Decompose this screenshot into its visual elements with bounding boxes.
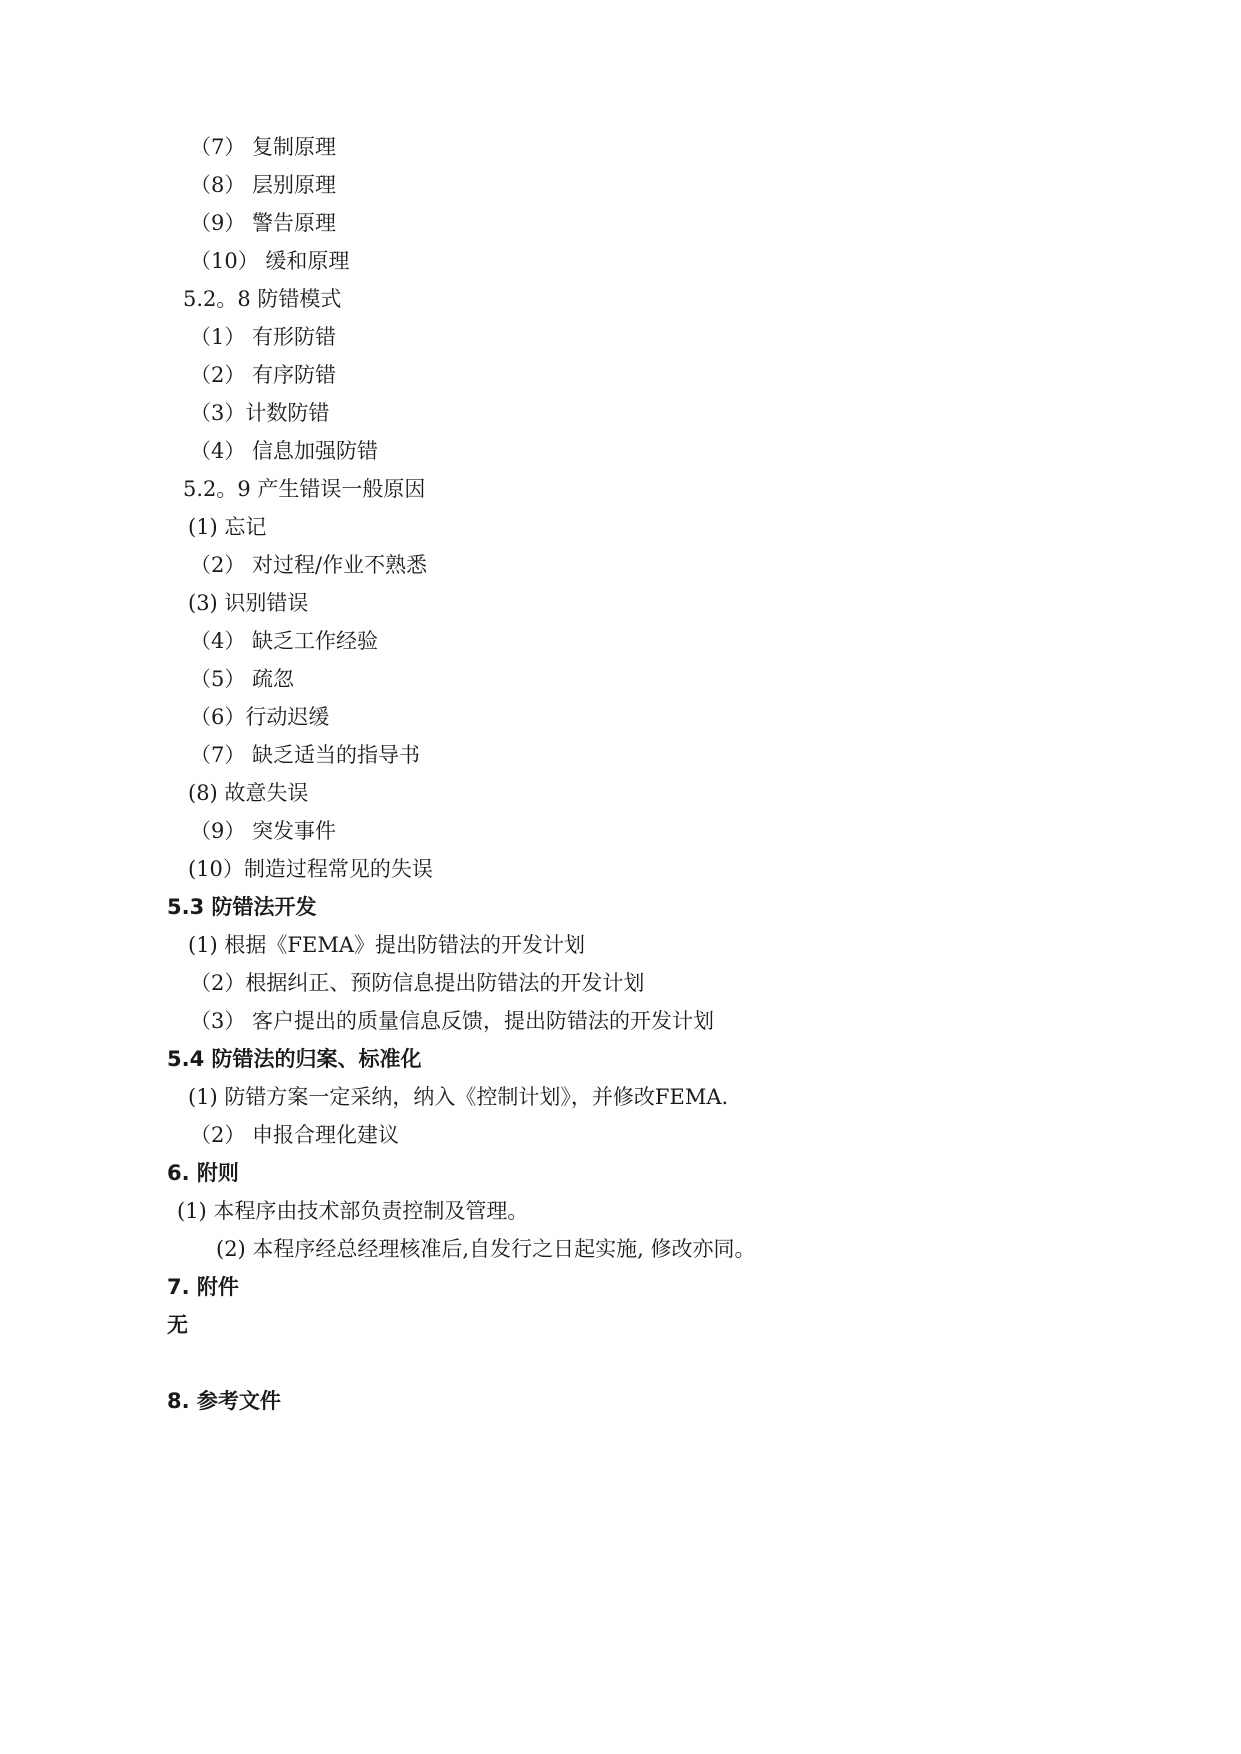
list-item-common-errors: (10）制造过程常见的失误 <box>188 857 433 881</box>
list-item-layer-principle: （8） 层别原理 <box>190 173 337 197</box>
section-heading-8: 8. 参考文件 <box>167 1389 281 1413</box>
list-item-unfamiliar: （2） 对过程/作业不熟悉 <box>190 553 428 577</box>
list-item-mitigation-principle: （10） 缓和原理 <box>190 249 350 273</box>
list-item-warning-principle: （9） 警告原理 <box>190 211 337 235</box>
list-item-adopt-plan: (1) 防错方案一定采纳，纳入《控制计划》，并修改FEMA. <box>188 1085 729 1109</box>
list-item-fema-plan: (1) 根据《FEMA》提出防错法的开发计划 <box>188 933 585 957</box>
list-item-ordered: （2） 有序防错 <box>190 363 337 387</box>
list-item-intentional: (8) 故意失误 <box>188 781 309 805</box>
attachment-none: 无 <box>167 1313 188 1337</box>
list-item-slow-action: （6）行动迟缓 <box>190 705 330 729</box>
list-item-inexperience: （4） 缺乏工作经验 <box>190 629 379 653</box>
list-item-customer-feedback: （3） 客户提出的质量信息反馈，提出防错法的开发计划 <box>190 1009 715 1033</box>
section-heading-6: 6. 附则 <box>167 1161 239 1185</box>
subsection-heading-5-2-9: 5.2。9 产生错误一般原因 <box>183 477 426 501</box>
list-item-no-instructions: （7） 缺乏适当的指导书 <box>190 743 421 767</box>
list-item-effective-date: (2) 本程序经总经理核准后,自发行之日起实施, 修改亦同。 <box>216 1237 756 1261</box>
list-item-counting: （3）计数防错 <box>190 401 330 425</box>
list-item-negligence: （5） 疏忽 <box>190 667 295 691</box>
list-item-copy-principle: （7） 复制原理 <box>190 135 337 159</box>
list-item-tangible: （1） 有形防错 <box>190 325 337 349</box>
section-heading-5-4: 5.4 防错法的归案、标准化 <box>167 1047 422 1071</box>
list-item-misidentify: (3) 识别错误 <box>188 591 309 615</box>
list-item-responsibility: (1) 本程序由技术部负责控制及管理。 <box>177 1199 529 1223</box>
section-heading-5-3: 5.3 防错法开发 <box>167 895 317 919</box>
list-item-info-enhanced: （4） 信息加强防错 <box>190 439 379 463</box>
list-item-suggestion: （2） 申报合理化建议 <box>190 1123 400 1147</box>
list-item-corrective-plan: （2）根据纠正、预防信息提出防错法的开发计划 <box>190 971 645 995</box>
list-item-emergency: （9） 突发事件 <box>190 819 337 843</box>
list-item-forget: (1) 忘记 <box>188 515 267 539</box>
subsection-heading-5-2-8: 5.2。8 防错模式 <box>183 287 342 311</box>
section-heading-7: 7. 附件 <box>167 1275 239 1299</box>
